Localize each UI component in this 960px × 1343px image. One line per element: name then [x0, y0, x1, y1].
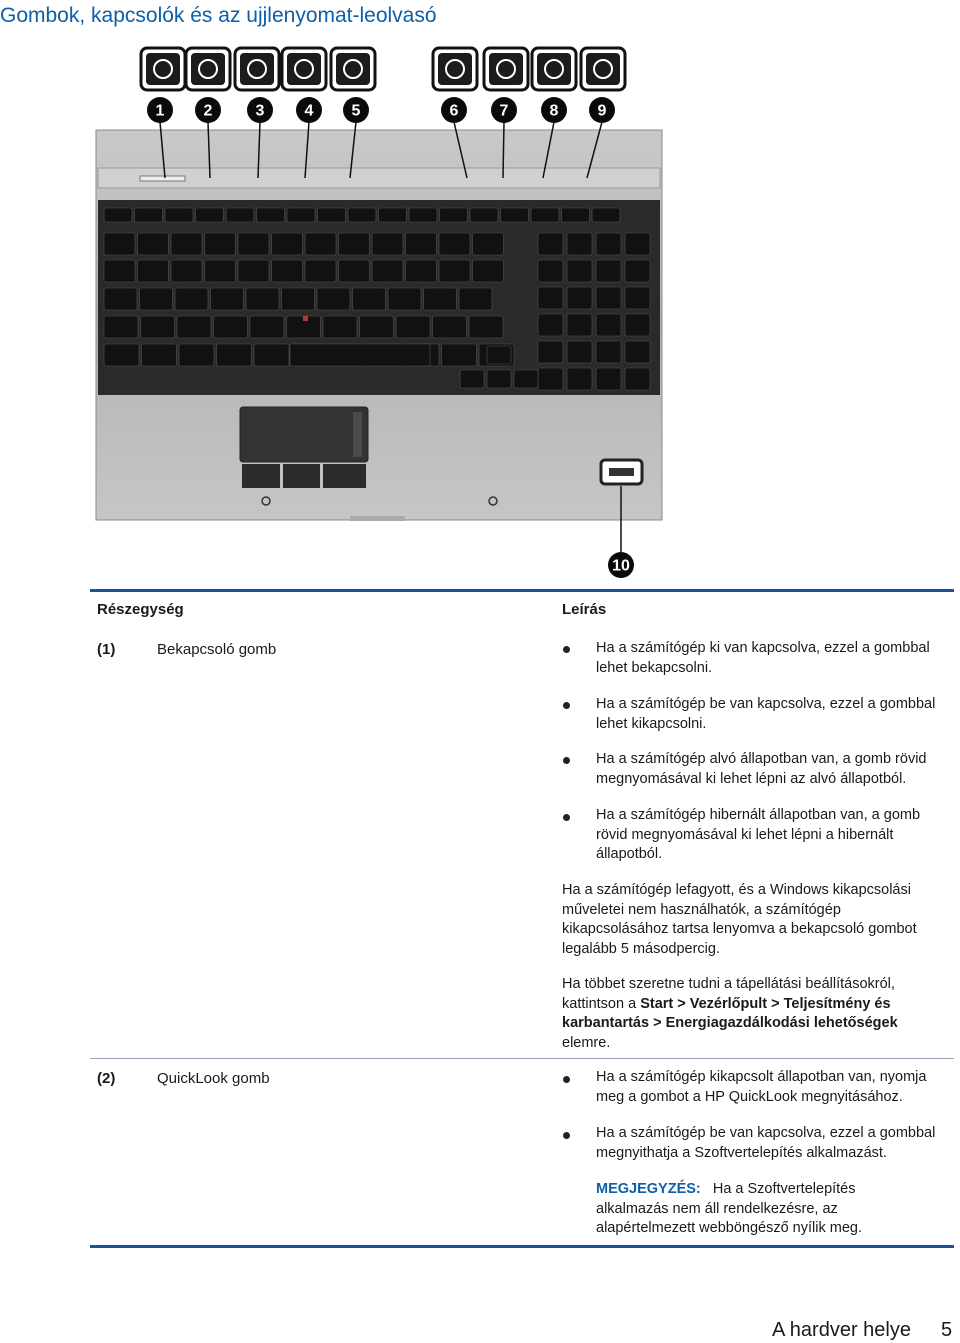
bullet-icon [563, 702, 570, 709]
callout-5 [343, 97, 369, 123]
svg-text:7: 7 [499, 102, 509, 120]
volume-up-icon [532, 48, 576, 90]
note-label: MEGJEGYZÉS: [596, 1181, 701, 1197]
callout-10 [608, 552, 634, 578]
touchpad-icon [331, 48, 375, 90]
row-number: (2) [97, 1070, 116, 1087]
touchpad [240, 407, 368, 462]
component-name: Bekapcsoló gomb [157, 641, 277, 658]
row-number: (1) [97, 641, 116, 658]
callout-9 [589, 97, 615, 123]
callout-1 [147, 97, 173, 123]
list-item: Ha a számítógép be van kapcsolva, ezzel a gombbal megnyithatja a Szoftvertelepítés alkalmazást. [596, 1125, 936, 1161]
svg-text:3: 3 [255, 102, 265, 120]
quicklook-icon [186, 48, 230, 90]
table-bottom-rule [90, 1245, 954, 1248]
touchpad-button-middle [283, 464, 320, 488]
description-paragraph: Ha többet szeretne tudni a tápellátási beállításokról, kattintson a Start > Vezérlőpult > Teljesítmény és karbantartás > Energiagazdálkodási lehetőségek elemre. [562, 976, 898, 1051]
svg-text:9: 9 [597, 102, 607, 120]
touchpad-scroll [353, 412, 362, 457]
callout-4 [296, 97, 322, 123]
power-icon [141, 48, 185, 90]
bullet-icon [563, 757, 570, 764]
table-top-rule [90, 589, 954, 592]
list-item: Ha a számítógép alvó állapotban van, a gomb rövid megnyomásával ki lehet lépni az alvó állapotból. [596, 751, 927, 787]
list-item: Ha a számítógép ki van kapcsolva, ezzel a gombbal lehet bekapcsolni. [596, 640, 930, 676]
list-item: Ha a számítógép hibernált állapotban van, a gomb rövid megnyomásával ki lehet lépni a hibernált állapotból. [596, 807, 921, 862]
callout-8 [541, 97, 567, 123]
quickweb-icon [235, 48, 279, 90]
row-divider [90, 1058, 954, 1059]
touchpad-button-right [323, 464, 366, 488]
page-number: 5 [941, 1319, 953, 1341]
list-item: Ha a számítógép kikapcsolt állapotban van, nyomja meg a gombot a HP QuickLook megnyitásához. [596, 1069, 927, 1105]
svg-text:4: 4 [304, 102, 314, 120]
footer-section-title: A hardver helye [772, 1319, 911, 1341]
wireless-icon [282, 48, 326, 90]
svg-text:6: 6 [449, 102, 459, 120]
callout-3 [247, 97, 273, 123]
description-paragraph: Ha a számítógép lefagyott, és a Windows kikapcsolási műveletei nem használhatók, a számítógép kikapcsolásához tartsa lenyomva a bekapcsoló gombot legalább 5 másodpercig. [562, 882, 917, 957]
list-item: Ha a számítógép be van kapcsolva, ezzel a gombbal lehet kikapcsolni. [596, 696, 936, 732]
callout-6 [441, 97, 467, 123]
callout-7 [491, 97, 517, 123]
svg-text:8: 8 [549, 102, 559, 120]
note: MEGJEGYZÉS: Ha a Szoftvertelepítés alkalmazás nem áll rendelkezésre, az alapértelmezett webböngésző nyílik meg. [596, 1181, 862, 1236]
bullet-icon [563, 1132, 570, 1139]
mute-icon [433, 48, 477, 90]
touchpad-button-left [242, 464, 280, 488]
page-heading: Gombok, kapcsolók és az ujjlenyomat-leolvasó [0, 4, 437, 27]
column-header-component: Részegység [97, 601, 184, 618]
keyboard-figure [90, 40, 670, 585]
component-name: QuickLook gomb [157, 1070, 270, 1087]
svg-text:1: 1 [155, 102, 165, 120]
svg-text:10: 10 [612, 557, 630, 575]
volume-down-icon [484, 48, 528, 90]
svg-text:2: 2 [203, 102, 213, 120]
calculator-icon [581, 48, 625, 90]
svg-text:5: 5 [351, 102, 361, 120]
bullet-icon [563, 814, 570, 821]
bullet-icon [563, 1076, 570, 1083]
bullet-icon [563, 646, 570, 653]
callout-2 [195, 97, 221, 123]
column-header-description: Leírás [562, 601, 607, 618]
